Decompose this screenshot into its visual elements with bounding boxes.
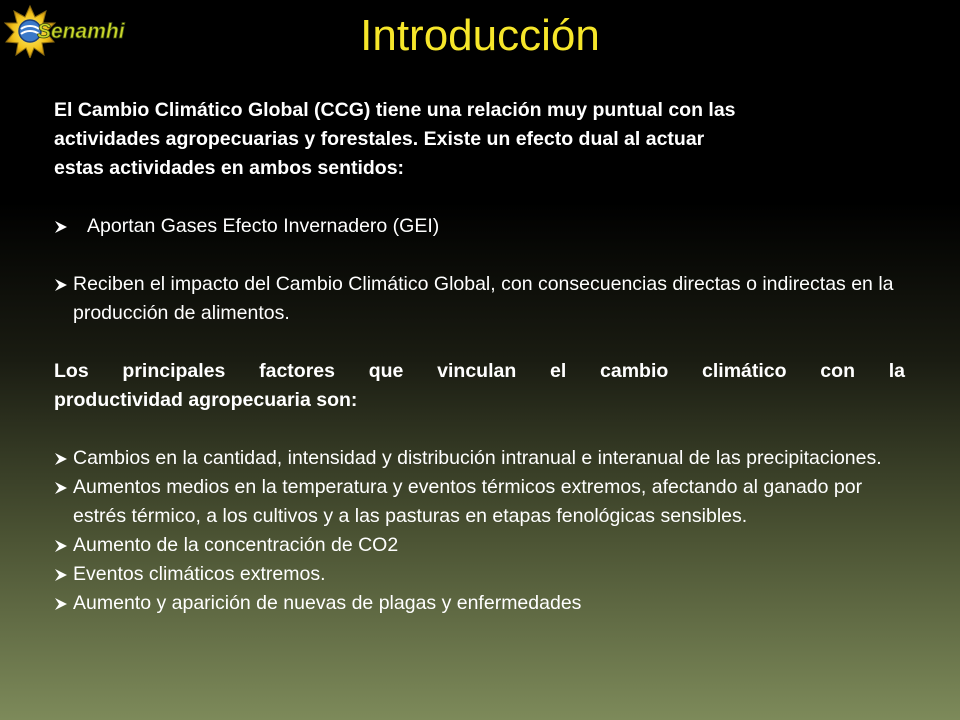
factor-item bbox=[54, 473, 905, 531]
effect-text: Aportan Gases Efecto Invernadero (GEI) bbox=[87, 215, 440, 237]
factor-text: Aumento de la concentración de CO2 bbox=[73, 534, 399, 556]
slide-body bbox=[54, 96, 905, 618]
logo-text: Senamhi bbox=[37, 20, 125, 43]
effect-item bbox=[54, 270, 905, 328]
arrow-bullet-icon bbox=[54, 531, 73, 560]
factors-intro-line: productividad agropecuaria son: bbox=[54, 389, 358, 411]
intro-paragraph bbox=[54, 96, 905, 183]
page-title: Introducción bbox=[360, 11, 600, 60]
intro-line: estas actividades en ambos sentidos: bbox=[54, 157, 405, 179]
effect-item bbox=[54, 212, 905, 241]
arrow-bullet-icon bbox=[54, 270, 73, 299]
effect-text: Reciben el impacto del Cambio Climático Global, con consecuencias directas o indirectas en la producción de alimentos. bbox=[73, 273, 894, 324]
factor-text: Aumentos medios en la temperatura y eventos térmicos extremos, afectando al ganado por estrés térmico, a los cultivos y a las pasturas en etapas fenológicas sensibles. bbox=[73, 476, 863, 527]
factor-item bbox=[54, 560, 905, 589]
factor-text: Aumento y aparición de nuevas de plagas y enfermedades bbox=[73, 592, 582, 614]
factor-item bbox=[54, 531, 905, 560]
intro-line: actividades agropecuarias y forestales. Existe un efecto dual al actuar bbox=[54, 128, 705, 150]
arrow-bullet-icon bbox=[54, 444, 73, 473]
factor-item bbox=[54, 444, 905, 473]
factor-text: Cambios en la cantidad, intensidad y distribución intranual e interanual de las precipitaciones. bbox=[73, 447, 882, 469]
factor-text: Eventos climáticos extremos. bbox=[73, 563, 326, 585]
factors-intro-line: Los principales factores que vinculan el cambio climático con la bbox=[54, 360, 905, 382]
arrow-bullet-icon bbox=[54, 589, 73, 618]
intro-line: El Cambio Climático Global (CCG) tiene una relación muy puntual con las bbox=[54, 99, 736, 121]
arrow-bullet-icon bbox=[54, 212, 87, 241]
arrow-bullet-icon bbox=[54, 560, 73, 589]
factor-item bbox=[54, 589, 905, 618]
arrow-bullet-icon bbox=[54, 473, 73, 502]
